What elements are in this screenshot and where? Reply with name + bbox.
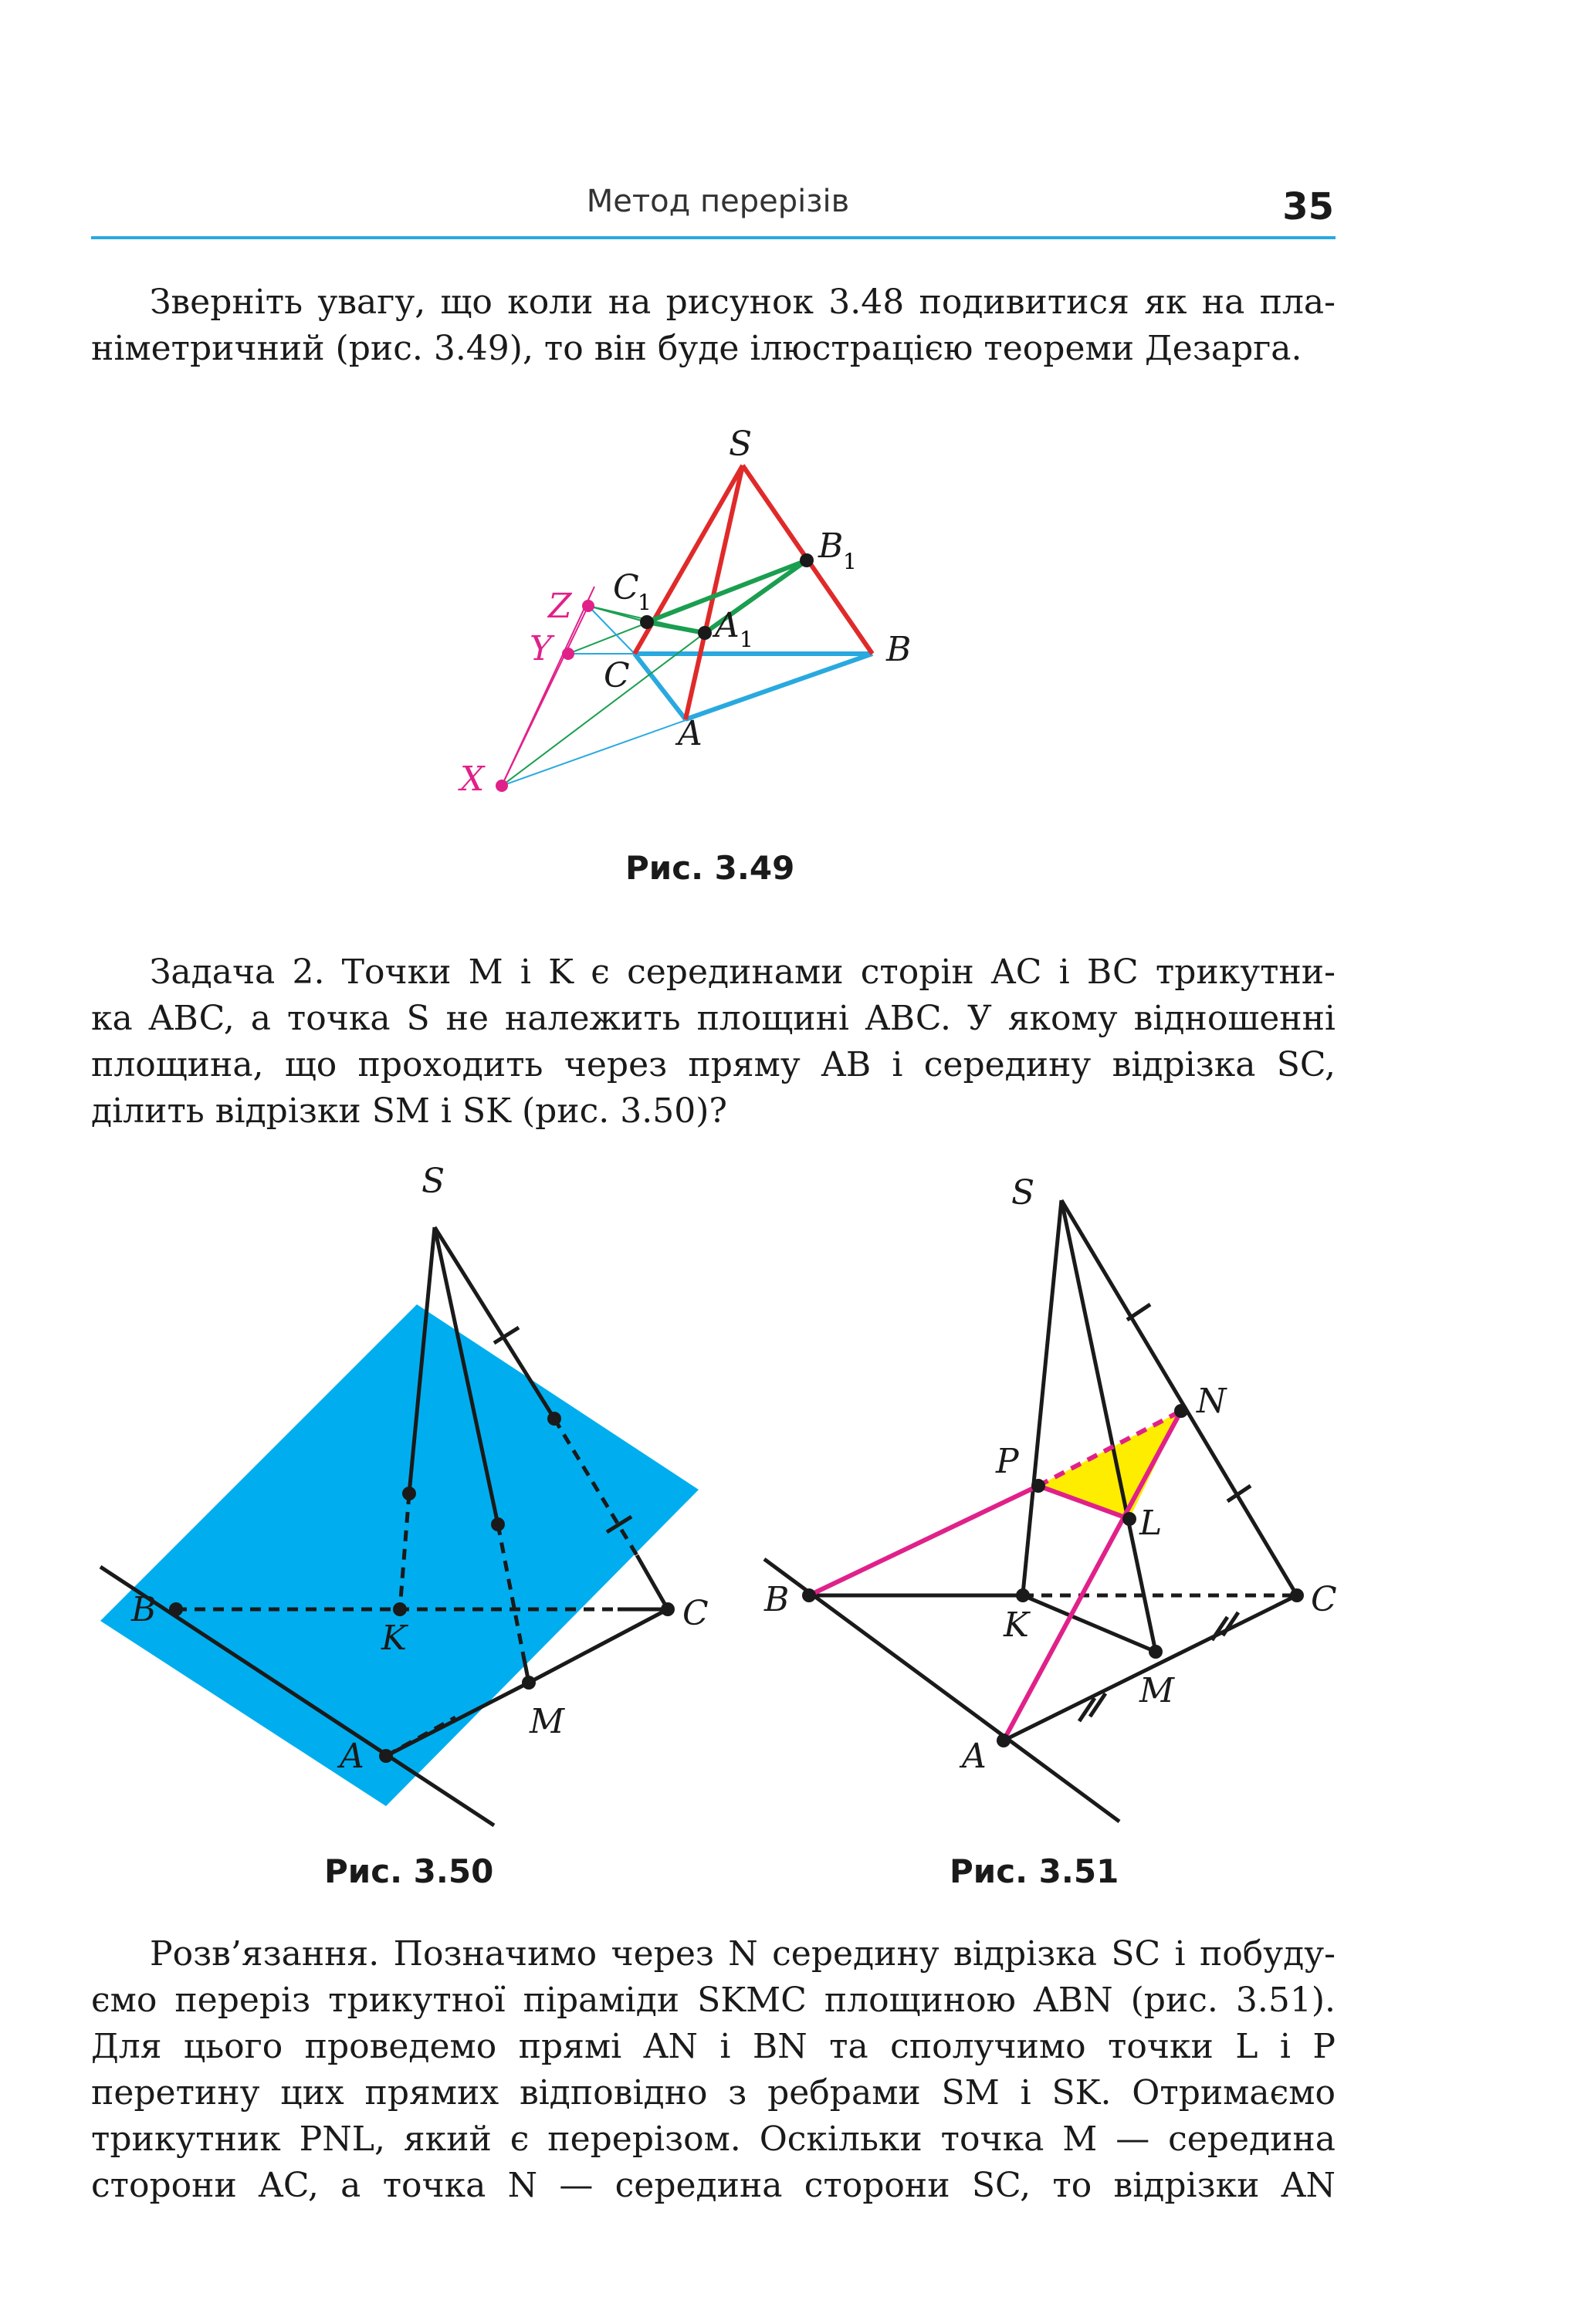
label-s: S (1011, 1173, 1035, 1213)
label-b: B (131, 1590, 157, 1629)
caption-fig-3-50: Рис. 3.50 (324, 1852, 494, 1890)
point-m (1149, 1645, 1163, 1659)
line-bp (809, 1486, 1038, 1595)
label-n: N (1197, 1382, 1227, 1421)
text-line: Розв’язання. Позначимо через N середину відрізка SC і побуду- (150, 1934, 1336, 1974)
label-a: A (678, 714, 702, 753)
text-line: площина, що проходить через пряму AB і середину відрізка SC, (91, 1045, 1336, 1084)
label-z: Z (548, 587, 572, 626)
caption-fig-3-51: Рис. 3.51 (950, 1852, 1119, 1890)
label-b1: B (818, 526, 844, 566)
label-c: C (682, 1594, 709, 1633)
text-line: перетину цих прямих відповідно з ребрами SM і SK. Отримаємо (91, 2073, 1336, 2113)
label-x: X (460, 759, 485, 799)
label-c1: C (613, 568, 639, 607)
text-line: ка ABC, а точка S не належить площині ABC. У якому відношенні (91, 999, 1336, 1038)
edge-sm (1061, 1200, 1156, 1652)
edge-sk (1023, 1200, 1061, 1594)
label-c: C (1311, 1580, 1337, 1619)
label-a1-sub: 1 (740, 627, 753, 652)
label-y: Y (530, 629, 553, 668)
text-line: ділить відрізки SM і SK (рис. 3.50)? (91, 1091, 727, 1131)
label-l: L (1139, 1504, 1163, 1543)
label-b1-sub: 1 (843, 549, 857, 574)
text-line: ємо переріз трикутної піраміди SKMC площиною ABN (рис. 3.51). (91, 1981, 1336, 2020)
point-k (1016, 1588, 1030, 1602)
point-c (1290, 1588, 1304, 1602)
text-line: трикутник PNL, який є перерізом. Оскільки точка M — середина (91, 2119, 1336, 2159)
page-number: 35 (1282, 185, 1334, 228)
point-b (802, 1588, 816, 1602)
label-p: P (996, 1442, 1019, 1481)
label-c1-sub: 1 (638, 590, 652, 615)
running-header-title: Метод перерізів (586, 184, 850, 219)
text-line: Зверніть увагу, що коли на рисунок 3.48 подивитися як на пла- (150, 282, 1336, 322)
line-ab (764, 1559, 1119, 1822)
label-a1: A (715, 606, 740, 645)
label-k: K (381, 1619, 407, 1658)
point-a (997, 1734, 1011, 1747)
point-l (1122, 1512, 1136, 1526)
point-n (1174, 1404, 1188, 1418)
label-b: B (886, 630, 912, 669)
label-a: A (962, 1737, 987, 1776)
text-line: Для цього проведемо прямі AN і BN та сполучимо точки L і P (91, 2027, 1336, 2066)
caption-fig-3-49: Рис. 3.49 (625, 849, 795, 887)
edge-sc (1061, 1200, 1297, 1595)
label-m: M (1139, 1671, 1175, 1710)
text-line: сторони AC, а точка N — середина сторони SC, то відрізки AN (91, 2166, 1336, 2205)
label-k: K (1004, 1605, 1029, 1645)
text-line: німетричний (рис. 3.49), то він буде ілюстрацією теореми Дезарга. (91, 329, 1302, 368)
label-c: C (604, 656, 630, 695)
label-a: A (340, 1737, 364, 1776)
solution-paragraph (91, 1931, 1336, 2209)
label-b: B (764, 1580, 790, 1619)
label-m: M (530, 1702, 565, 1741)
edge-km (1023, 1595, 1156, 1652)
label-s: S (421, 1162, 445, 1201)
point-p (1031, 1479, 1045, 1493)
text-line: Задача 2. Точки M і K є серединами сторін AC і BC трикутни- (150, 952, 1336, 992)
label-s: S (729, 425, 753, 464)
